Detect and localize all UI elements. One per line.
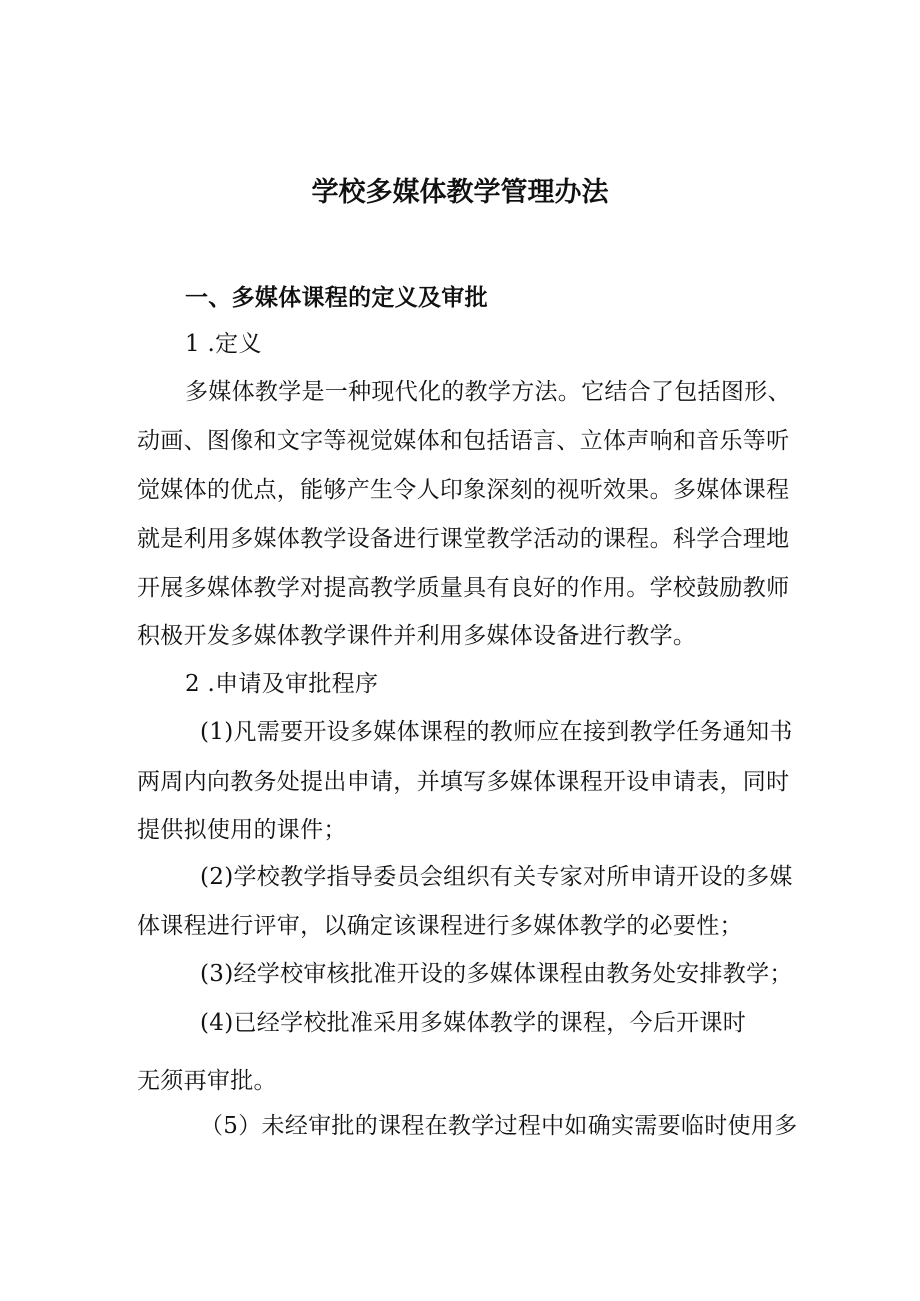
paragraph-line: 积极开发多媒体教学课件并利用多媒体设备进行教学。: [137, 623, 697, 649]
list-item-line: (4)已经学校批准采用多媒体教学的课程，今后开课时: [200, 1010, 747, 1036]
list-item-line: 无须再审批。: [137, 1068, 277, 1094]
section-heading: 一、多媒体课程的定义及审批: [185, 285, 488, 311]
page-title: 学校多媒体教学管理办法: [311, 177, 609, 208]
list-item-line: (1)凡需要开设多媒体课程的教师应在接到教学任务通知书: [200, 719, 793, 745]
subsection-heading-definition: 1 .定义: [185, 331, 262, 357]
list-item-line: 提供拟使用的课件；: [137, 817, 347, 843]
list-item-line: 体课程进行评审，以确定该课程进行多媒体教学的必要性；: [137, 913, 743, 939]
list-item-line: (2)学校教学指导委员会组织有关专家对所申请开设的多媒: [200, 864, 793, 890]
paragraph-line: 动画、图像和文字等视觉媒体和包括语言、立体声响和音乐等听: [137, 428, 790, 454]
list-item-line: 两周内向教务处提出申请，并填写多媒体课程开设申请表，同时: [137, 769, 790, 795]
paragraph-line: 多媒体教学是一种现代化的教学方法。它结合了包括图形、: [185, 379, 791, 405]
list-item-line: （5）未经审批的课程在教学过程中如确实需要临时使用多: [200, 1113, 798, 1139]
paragraph-line: 觉媒体的优点，能够产生令人印象深刻的视听效果。多媒体课程: [137, 477, 790, 503]
paragraph-line: 就是利用多媒体教学设备进行课堂教学活动的课程。科学合理地: [137, 526, 790, 552]
paragraph-line: 开展多媒体教学对提高教学质量具有良好的作用。学校鼓励教师: [137, 575, 790, 601]
list-item-line: (3)经学校审核批准开设的多媒体课程由教务处安排教学；: [200, 961, 793, 987]
subsection-heading-procedure: 2 .申请及审批程序: [185, 671, 379, 697]
